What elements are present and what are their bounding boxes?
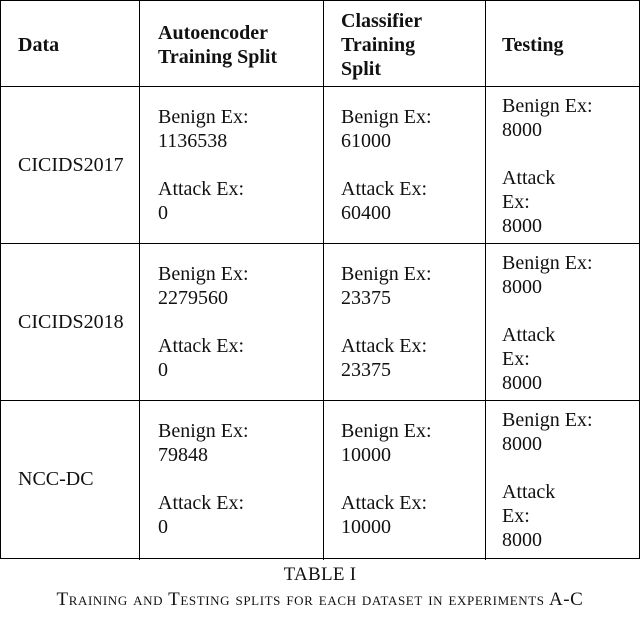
- benign-count: 2279560: [158, 287, 228, 309]
- benign-count: 8000: [502, 276, 542, 298]
- header-testing: Testing: [502, 34, 564, 56]
- row-divider: [1, 86, 640, 87]
- attack-count: 0: [158, 516, 168, 538]
- attack-label: Ex:: [502, 505, 530, 527]
- column-divider: [485, 1, 486, 560]
- column-divider: [139, 1, 140, 560]
- attack-label: Attack Ex:: [158, 178, 245, 200]
- benign-label: Benign Ex:: [502, 252, 593, 274]
- attack-count: 60400: [341, 202, 391, 224]
- attack-label: Attack: [502, 481, 556, 503]
- attack-label: Ex:: [502, 191, 530, 213]
- column-divider: [323, 1, 324, 560]
- attack-count: 0: [158, 202, 168, 224]
- benign-label: Benign Ex:: [341, 420, 432, 442]
- attack-label: Attack: [502, 324, 556, 346]
- attack-label: Attack Ex:: [158, 492, 245, 514]
- benign-count: 8000: [502, 119, 542, 141]
- dataset-name: CICIDS2018: [18, 311, 124, 333]
- benign-label: Benign Ex:: [158, 106, 249, 128]
- table-caption-title: TABLE I: [283, 564, 357, 585]
- benign-count: 23375: [341, 287, 391, 309]
- header-classifier-training-split: Classifier Training Split: [341, 10, 423, 80]
- attack-label: Attack Ex:: [341, 178, 428, 200]
- attack-count: 10000: [341, 516, 391, 538]
- header-data: Data: [18, 34, 60, 56]
- attack-count: 8000: [502, 529, 542, 551]
- header-autoencoder-training-split: Autoencoder Training Split: [158, 22, 278, 68]
- benign-count: 8000: [502, 433, 542, 455]
- row-divider: [1, 400, 640, 401]
- benign-count: 1136538: [158, 130, 228, 152]
- attack-label: Attack Ex:: [158, 335, 245, 357]
- benign-label: Benign Ex:: [341, 106, 432, 128]
- dataset-name: NCC-DC: [18, 468, 94, 490]
- benign-count: 79848: [158, 444, 208, 466]
- attack-count: 23375: [341, 359, 391, 381]
- attack-label: Attack: [502, 167, 556, 189]
- benign-label: Benign Ex:: [158, 420, 249, 442]
- attack-label: Attack Ex:: [341, 335, 428, 357]
- benign-count: 61000: [341, 130, 391, 152]
- attack-label: Ex:: [502, 348, 530, 370]
- attack-label: Attack Ex:: [341, 492, 428, 514]
- benign-label: Benign Ex:: [502, 95, 593, 117]
- dataset-name: CICIDS2017: [18, 154, 124, 176]
- attack-count: 8000: [502, 215, 542, 237]
- benign-label: Benign Ex:: [341, 263, 432, 285]
- benign-label: Benign Ex:: [502, 409, 593, 431]
- table-caption-text: Training and Testing splits for each dataset in experiments A-C: [56, 589, 584, 610]
- attack-count: 0: [158, 359, 168, 381]
- benign-label: Benign Ex:: [158, 263, 249, 285]
- attack-count: 8000: [502, 372, 542, 394]
- benign-count: 10000: [341, 444, 391, 466]
- row-divider: [1, 243, 640, 244]
